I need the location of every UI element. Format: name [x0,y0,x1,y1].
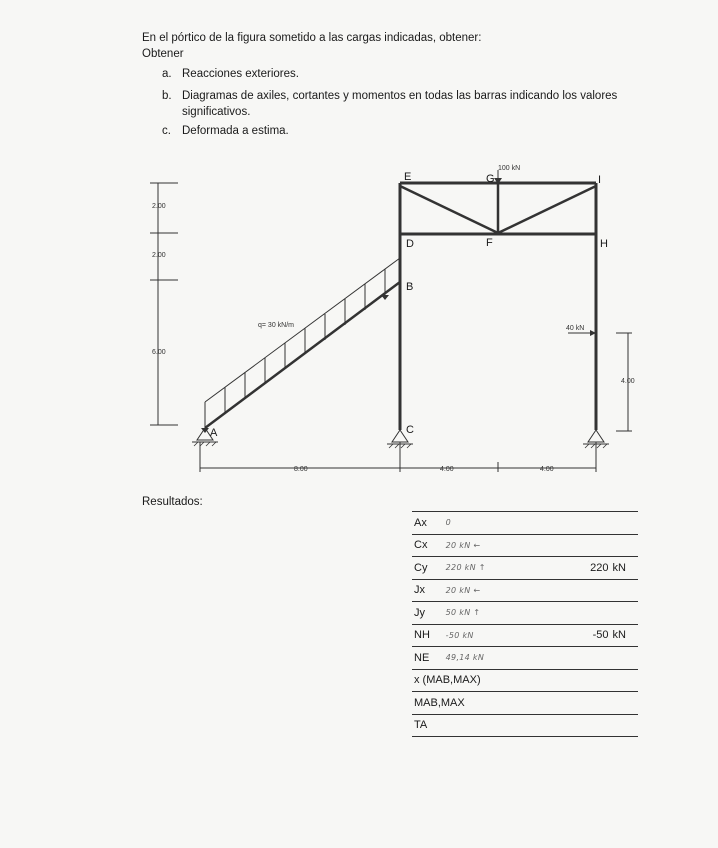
row-symbol: TA [412,714,575,737]
row-symbol: NH [412,624,444,647]
dim-label-right: 4.00 [621,378,635,385]
table-row [412,624,638,647]
row-value: 220 [575,557,611,580]
node-label-d: D [406,238,414,250]
node-label-c: C [406,424,414,436]
row-value [575,647,611,670]
diagonal-if [498,186,596,233]
hatch [395,444,399,448]
item-b-marker: b. [162,90,172,102]
hatch [200,442,204,446]
results-heading: Resultados: [142,496,203,508]
item-c-text: Deformada a estima. [182,125,289,137]
row-symbol: x (MAB,MAX) [412,669,575,692]
problem-statement: En el pórtico de la figura sometido a las cargas indicadas, obtener: [142,32,482,44]
node-label-a: A [210,427,218,439]
node-label-g: G [486,173,495,185]
dim-label-top: 2.00 [152,203,166,210]
dim-label-h3: 4.00 [540,466,554,473]
hatch [212,442,216,446]
load-arrowhead [381,295,389,300]
handwritten-answer[interactable]: 220 kN ↑ [444,557,575,580]
distributed-load-envelope [205,258,400,402]
hatch [389,444,393,448]
row-value [575,692,611,715]
node-label-i: I [598,174,602,186]
handwritten-answer[interactable]: 50 kN ↑ [444,602,575,625]
row-symbol: Ax [412,512,444,535]
table-row [412,692,638,715]
lateral-load-label: 40 kN [566,325,585,332]
diagonal-ef [400,186,498,233]
row-unit [611,714,638,737]
hatch [407,444,411,448]
row-unit: kN [611,557,638,580]
distributed-load-label: q= 30 kN/m [258,322,294,329]
table-row [412,534,638,557]
row-value [575,579,611,602]
row-value: -50 [575,624,611,647]
hatch [597,444,601,448]
point-load-label: 100 kN [498,165,521,172]
table-row [412,512,638,535]
row-unit [611,579,638,602]
row-value [575,714,611,737]
hatch [206,442,210,446]
table-row [412,579,638,602]
row-unit: kN [611,624,638,647]
item-a-marker: a. [162,68,172,80]
item-b-text: Diagramas de axiles, cortantes y momentos en todas las barras indicando los valores [182,90,618,102]
hatch [194,442,198,446]
hatch [401,444,405,448]
row-symbol: Cy [412,557,444,580]
row-unit [611,692,638,715]
handwritten-answer[interactable]: 20 kN ← [444,534,575,557]
row-symbol: Jy [412,602,444,625]
hatch [591,444,595,448]
dim-label-h1: 8.00 [294,466,308,473]
problem-subheading: Obtener [142,48,184,60]
item-a-text: Reacciones exteriores. [182,68,299,80]
table-row [412,647,638,670]
table-row [412,557,638,580]
table-row [412,714,638,737]
member-ab [205,282,400,428]
node-label-b: B [406,281,414,293]
support-j-pin [588,430,604,442]
row-symbol: MAB,MAX [412,692,575,715]
row-value [575,669,611,692]
row-unit [611,669,638,692]
results-table [412,511,638,737]
row-value [575,534,611,557]
row-symbol: Jx [412,579,444,602]
row-unit [611,602,638,625]
row-symbol: NE [412,647,444,670]
row-unit [611,512,638,535]
handwritten-answer[interactable]: 49,14 kN [444,647,575,670]
handwritten-answer[interactable]: 20 kN ← [444,579,575,602]
item-b-continuation: significativos. [182,106,251,118]
row-unit [611,534,638,557]
dim-label-middle: 2.00 [152,252,166,259]
row-unit [611,647,638,670]
node-label-e: E [404,171,412,183]
hatch [585,444,589,448]
dim-label-h2: 4.00 [440,466,454,473]
table-row [412,669,638,692]
table-row [412,602,638,625]
row-value [575,512,611,535]
hatch [603,444,607,448]
node-label-h: H [600,238,608,250]
node-label-f: F [486,237,493,249]
handwritten-answer[interactable]: -50 kN [444,624,575,647]
row-value [575,602,611,625]
handwritten-answer[interactable]: 0 [444,512,575,535]
dim-label-bottom: 6.00 [152,349,166,356]
row-symbol: Cx [412,534,444,557]
item-c-marker: c. [162,125,171,137]
